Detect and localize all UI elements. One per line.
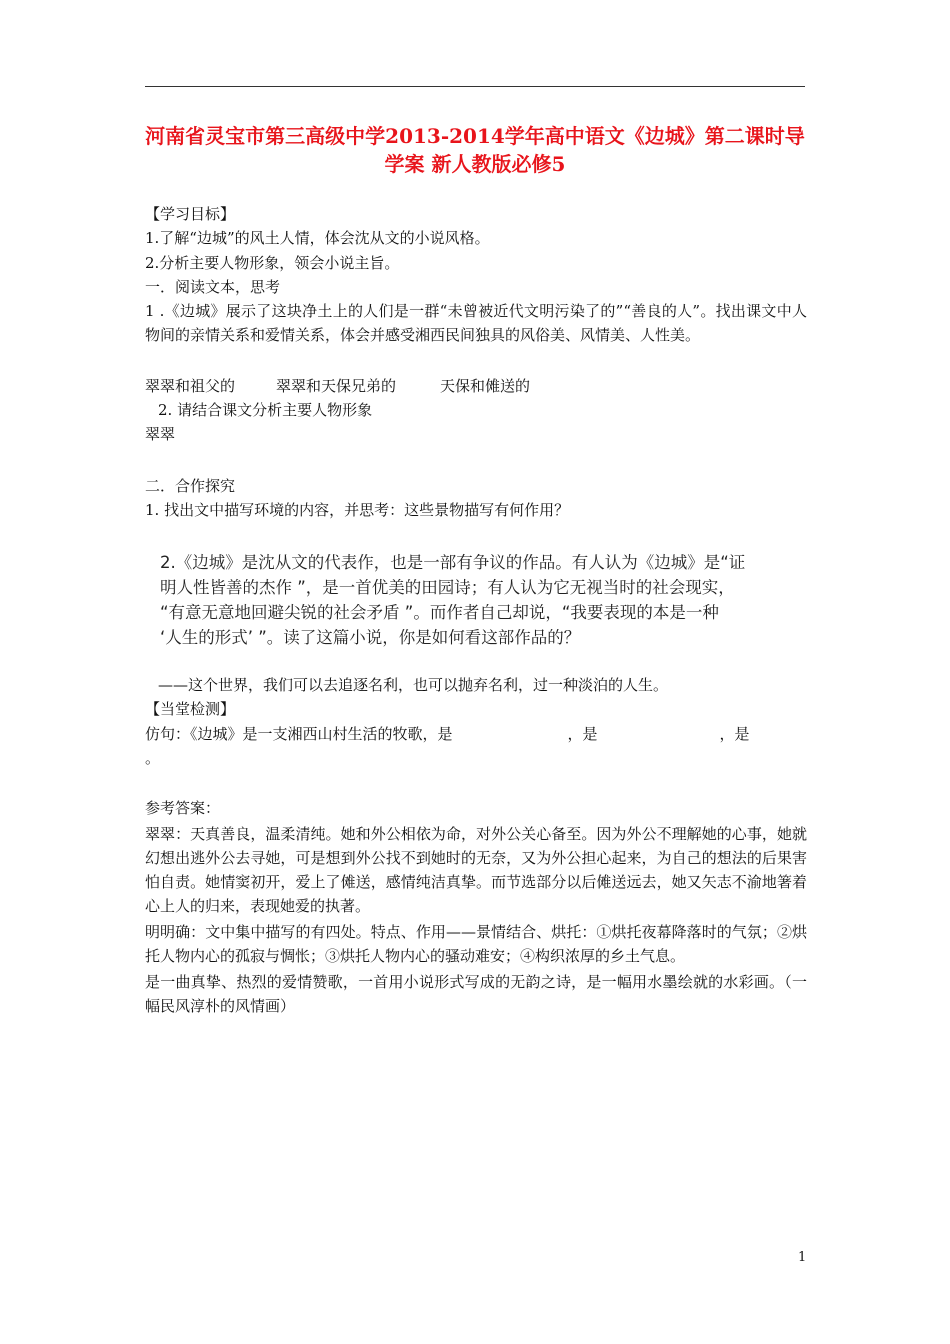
document-title: 河南省灵宝市第三高级中学2013-2014学年高中语文《边城》第二课时导学案 新人教版必修5 [145,124,805,176]
part-2-heading: 二．合作探究 [145,477,236,495]
character-cuicui: 翠翠 [145,425,176,443]
part-1-question-2: 2. 请结合课文分析主要人物形象 [158,401,373,419]
relation-1: 翠翠和祖父的 [145,377,236,395]
part-1-question-1: 1 .《边城》展示了这块净土上的人们是一群“未曾被近代文明污染了的”“善良的人”。找出课文中人物间的亲情关系和爱情关系，体会并感受湘西民间独具的风俗美、风情美、人性美。 [145,302,807,344]
page-number: 1 [798,1250,807,1265]
header-rule [145,86,805,87]
quote-line: ——这个世界，我们可以去追逐名利，也可以抛弃名利，过一种淡泊的人生。 [158,676,669,694]
part-1-heading: 一．阅读文本，思考 [145,278,281,296]
goal-2: 2.分析主要人物形象，领会小说主旨。 [145,254,400,272]
part-2-question-2-line-3: “有意无意地回避尖锐的社会矛盾 ”。而作者自己却说，“我要表现的本是一种 [160,603,719,622]
part-2-question-2-line-4: ‘人生的形式’ ”。读了这篇小说，你是如何看这部作品的？ [160,628,581,647]
learning-goals-heading: 【学习目标】 [145,205,236,223]
imitation-part-b: ，是 [567,725,598,743]
imitation-sentence [145,722,750,746]
goal-1: 1.了解“边城”的风土人情，体会沈从文的小说风格。 [145,229,490,247]
imitation-end: 。 [145,749,161,767]
answer-3: 是一曲真挚、热烈的爱情赞歌，一首用小说形式写成的无韵之诗，是一幅用水墨绘就的水彩画。（一幅民风淳朴的风情画） [145,973,807,1015]
check-heading: 【当堂检测】 [145,700,236,718]
part-2-question-2-line-1: 2.《边城》是沈从文的代表作，也是一部有争议的作品。有人认为《边城》是“证 [160,553,746,572]
part-2-question-1: 1. 找出文中描写环境的内容，并思考：这些景物描写有何作用？ [145,501,570,519]
relation-2: 翠翠和天保兄弟的 [276,377,397,395]
part-2-question-2-line-2: 明人性皆善的杰作 ”，是一首优美的田园诗；有人认为它无视当时的社会现实， [160,578,735,597]
relation-3: 天保和傩送的 [440,377,531,395]
imitation-part-c: ，是 [719,725,750,743]
answers-heading: 参考答案： [145,799,221,817]
imitation-part-a: 仿句：《边城》是一支湘西山村生活的牧歌，是 [145,725,453,743]
answer-1: 翠翠：天真善良，温柔清纯。她和外公相依为命，对外公关心备至。因为外公不理解她的心事，她就幻想出逃外公去寻她，可是想到外公找不到她时的无奈，又为外公担心起来，为自己的想法的后果害怕自责。她情窦初开，爱上了傩送，感情纯洁真挚。而节选部分以后傩送远去，她又矢志不渝地箸着心上人的归来，表现她爱的执著。 [145,825,807,915]
answer-2: 明明确：文中集中描写的有四处。特点、作用——景情结合、烘托：①烘托夜幕降落时的气氛；②烘托人物内心的孤寂与惆怅；③烘托人物内心的骚动难安；④构织浓厚的乡土气息。 [145,923,807,965]
